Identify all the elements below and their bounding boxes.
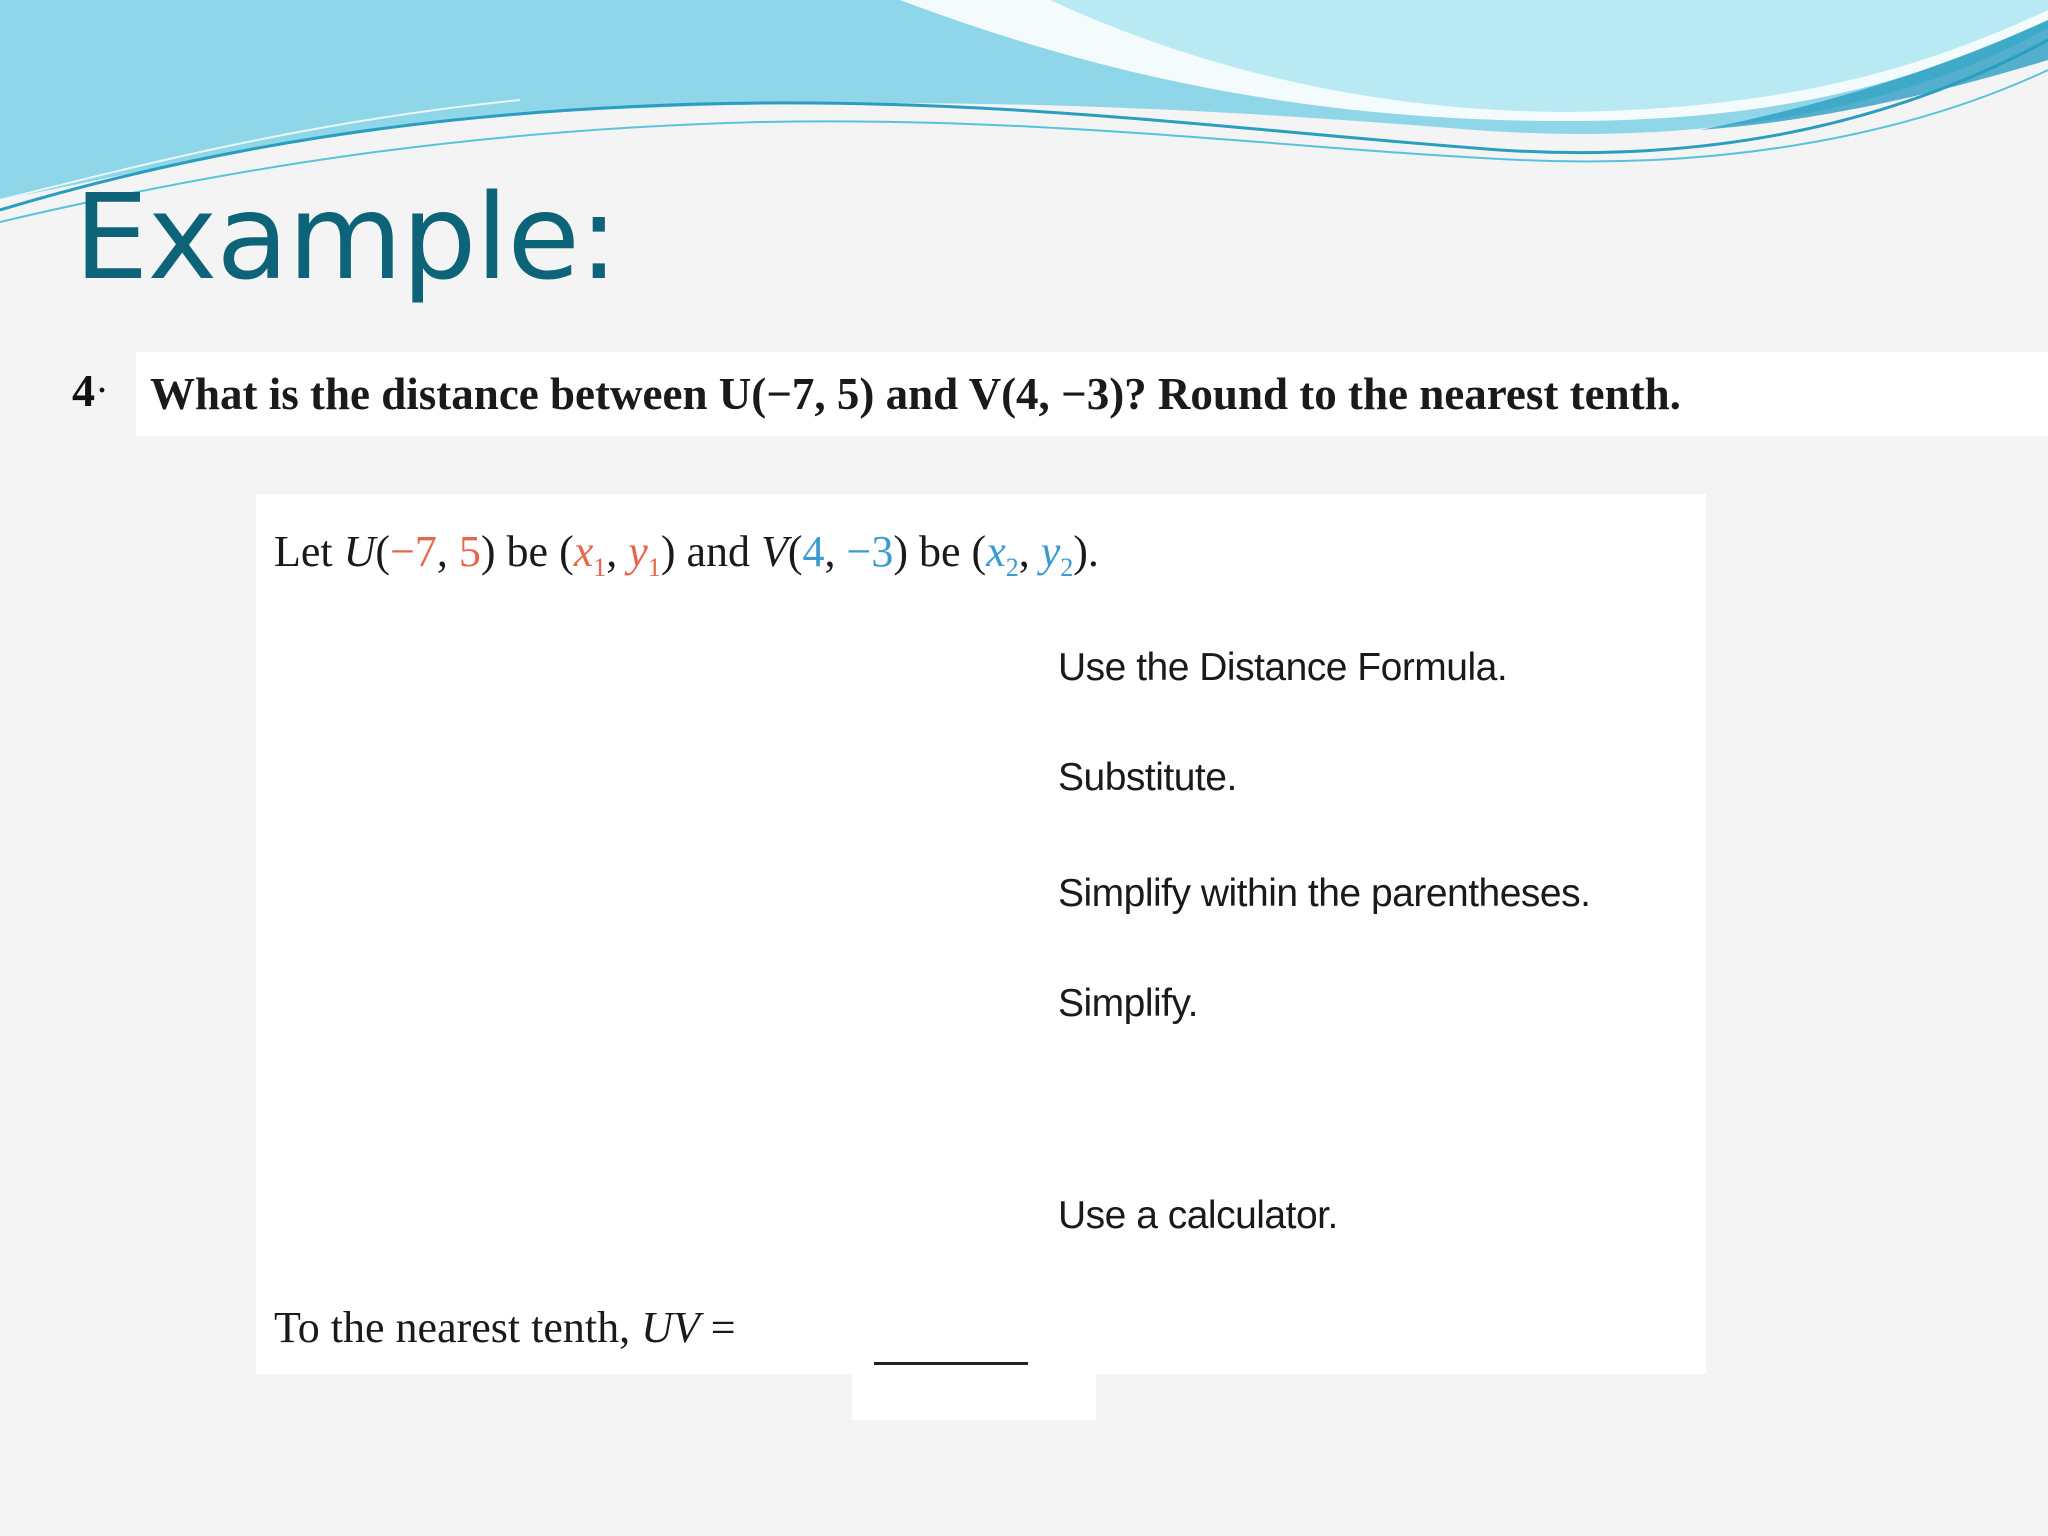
step-use-calculator: Use a calculator. [1058,1194,1338,1237]
answer-statement: To the nearest tenth, UV = [274,1303,736,1352]
solution-panel [256,494,1706,1374]
step-distance-formula: Use the Distance Formula. [1058,646,1508,689]
solution-panel-extension [852,1370,1096,1420]
step-substitute: Substitute. [1058,756,1237,799]
slide-title: Example: [74,168,618,306]
question-text: What is the distance between U(−7, 5) and V(4, −3)? Round to the nearest tenth. [136,352,2048,436]
step-simplify-parentheses: Simplify within the parentheses. [1058,872,1591,915]
let-statement: Let U(−7, 5) be ($x_1$, $y_1$) and V(4, −3) be ($x_2$, $y_2$). [274,527,1099,582]
answer-blank [874,1362,1028,1365]
step-simplify: Simplify. [1058,982,1198,1025]
question-number: 4· [72,365,108,416]
